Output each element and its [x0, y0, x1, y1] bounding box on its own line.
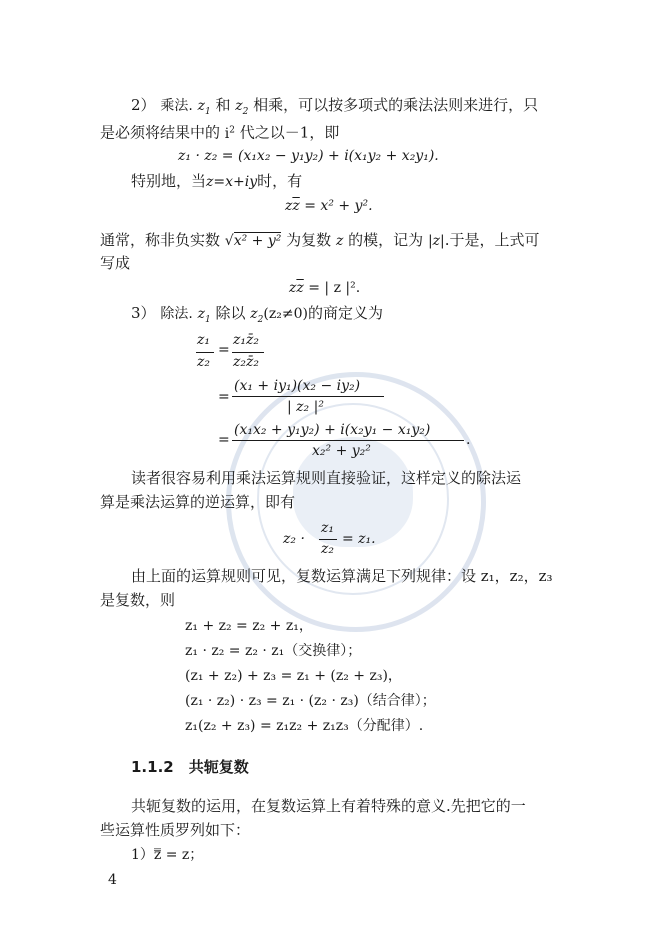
- formula-modulus: $z\overline{z}$ = | z |².: [289, 280, 361, 296]
- para-inverse-line1: 读者很容易利用乘法运算规则直接验证，这样定义的除法运: [131, 469, 522, 487]
- div-s2-den: | z₂ |²: [287, 399, 324, 415]
- document-page: 2） 乘法. $z_1$ 和 $z_2$ 相乘，可以按多项式的乘法法则来进行，只 是必须将结果中的 $i^2$ 代之以－1，即 z₁ · z₂ = (x₁x₂ − y₁y₂) + i(x₁y₂ + x₂y₁). 特别地，当z=x+iy时，有 $z\overline{z} = x^2 + y^2$. 通常，称非负实数 √x² + y² 为复数 z 的模，记为 |z|.于是，上式可 写成 $z\overline{z}$ = | z |². 3） 除法. $z_1$ 除以 $z_2(z_2\ne 0)$的商定义为 z₁ z₂ = z₁z̄₂ z₂z̄₂ = (x₁ + iy₁)(x₂ − iy₂) | z₂ |² = (x₁x₂ + y₁y₂) + i(x₂y₁ − x₁y₂) x₂² + y₂² . 读者很容易利用乘法运算规则直接验证，这样定义的除法运 算是乘法运算的逆运算，即有 z₂ · z₁ z₂ = z₁. 由上面的运算规则可见，复数运算满足下列规律：设 z₁，z₂，z₃ 是复数，则 z₁ + z₂ = z₂ + z₁， z₁ · z₂ = z₂ · z₁（交换律）； (z₁ + z₂) + z₃ = z₁ + (z₂ + z₃)， (z₁ · z₂) · z₃ = z₁ · (z₂ · z₃)（结合律）； z₁(z₂ + z₃) = z₁z₂ + z₁z₃（分配律）. 1.1.2 共轭复数 共轭复数的运用，在复数运算上有着特殊的意义.先把它的一 些运算性质罗列如下： 1）z̿ = z； 4: [100, 96, 553, 888]
- modulus-line1: 通常，称非负实数 √x² + y² 为复数 z 的模，记为 |z|.于是，上式可: [100, 231, 540, 249]
- div-s2-num: (x₁ + iy₁)(x₂ − iy₂): [234, 378, 361, 394]
- div-s1-rden: z₂z̄₂: [233, 354, 259, 370]
- special-case-line: 特别地，当z=x+iy时，有: [131, 172, 303, 190]
- para-conj-line2: 些运算性质罗列如下：: [100, 821, 251, 839]
- para-div-line: 3） 除法. $z_1$ 除以 $z_2(z_2\ne 0)$的商定义为: [131, 304, 383, 325]
- formula-multiplication: z₁ · z₂ = (x₁x₂ − y₁y₂) + i(x₁y₂ + x₂y₁).: [178, 148, 439, 164]
- conj-property-1: 1）z̿ = z；: [131, 847, 204, 863]
- law-item: z₁ + z₂ = z₂ + z₁，: [185, 618, 313, 634]
- div-s1-rnum: z₁z̄₂: [233, 332, 259, 348]
- para-conj-line1: 共轭复数的运用，在复数运算上有着特殊的意义.先把它的一: [131, 797, 526, 815]
- para-mult-line2: 是必须将结果中的 $i^2$ 代之以－1，即: [100, 123, 340, 142]
- para-laws-line2: 是复数，则: [100, 591, 176, 609]
- law-item: (z₁ · z₂) · z₃ = z₁ · (z₂ · z₃)（结合律）；: [185, 693, 436, 709]
- para-laws-line1: 由上面的运算规则可见，复数运算满足下列规律：设 z₁，z₂，z₃: [131, 567, 553, 585]
- div-s3-num: (x₁x₂ + y₁y₂) + i(x₂y₁ − x₁y₂): [234, 422, 431, 438]
- para-mult-line1: 2） 乘法. $z_1$ 和 $z_2$ 相乘，可以按多项式的乘法法则来进行，只: [131, 96, 539, 117]
- div-s1-num: z₁: [197, 332, 210, 348]
- law-item: z₁ · z₂ = z₂ · z₁（交换律）；: [185, 643, 362, 659]
- section-heading: 1.1.2 共轭复数: [131, 758, 249, 776]
- law-item: z₁(z₂ + z₃) = z₁z₂ + z₁z₃（分配律）.: [185, 718, 424, 734]
- div-s1-den: z₂: [197, 354, 210, 370]
- para-inverse-line2: 算是乘法运算的逆运算，即有: [100, 493, 296, 511]
- modulus-line2: 写成: [100, 254, 131, 272]
- div-s3-den: x₂² + y₂²: [312, 443, 371, 459]
- formula-z-zbar: $z\overline{z} = x^2 + y^2$.: [285, 198, 373, 214]
- law-item: (z₁ + z₂) + z₃ = z₁ + (z₂ + z₃)，: [185, 668, 402, 684]
- page-number: 4: [108, 872, 117, 888]
